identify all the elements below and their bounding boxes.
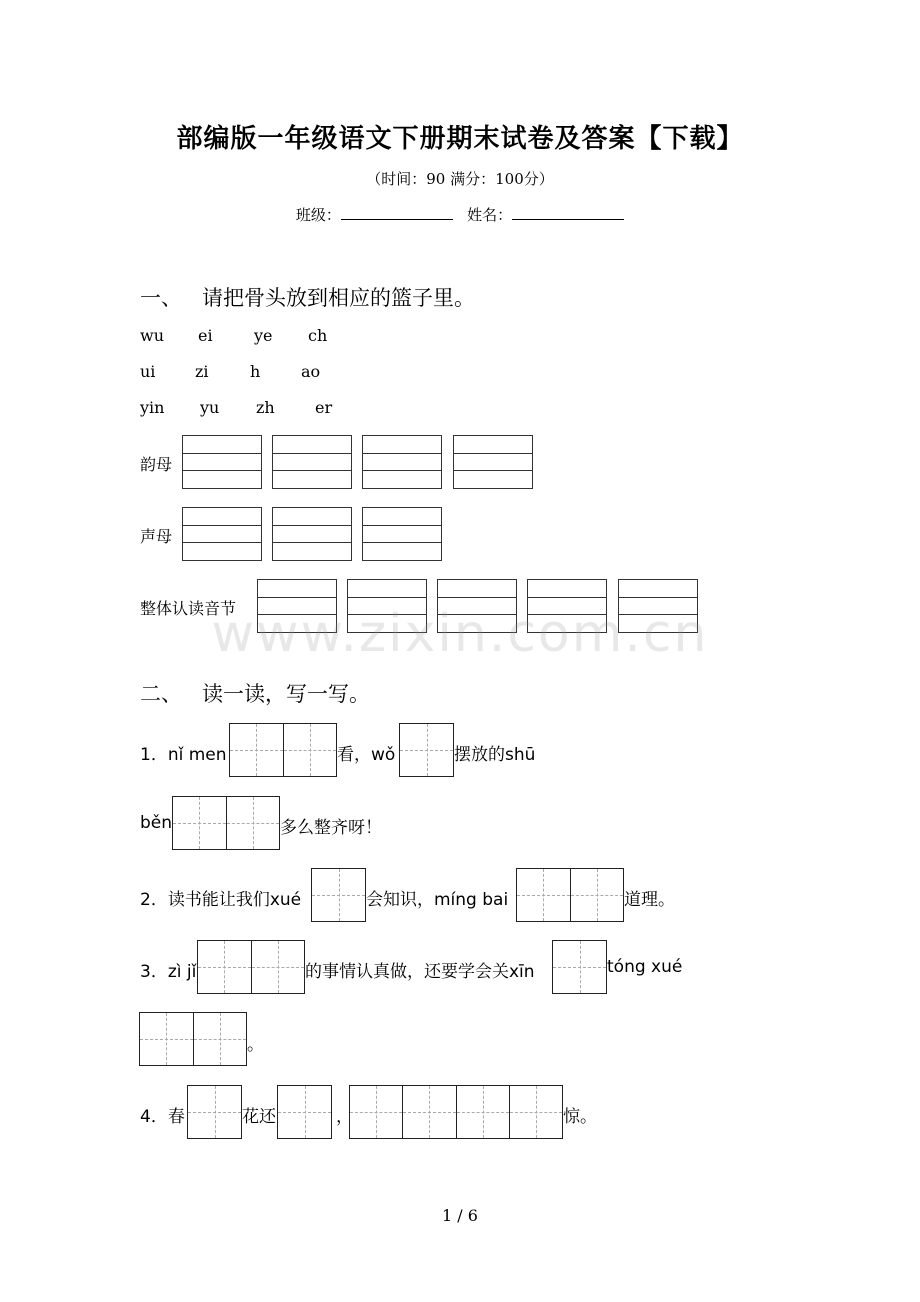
section-1-heading — [140, 282, 475, 312]
pinyin-item: ei — [198, 326, 213, 345]
pinyin-item: ao — [301, 362, 321, 381]
q3-text: 的事情认真做，还要学会关xīn — [305, 962, 535, 982]
writing-grid[interactable] — [139, 1012, 247, 1066]
basket[interactable] — [182, 507, 262, 561]
pinyin-item: wu — [140, 326, 164, 345]
writing-grid[interactable] — [349, 1085, 563, 1139]
writing-grid[interactable] — [229, 723, 337, 777]
basket-label: 声母 — [140, 527, 173, 546]
q1-text: běn — [140, 813, 173, 833]
basket-label: 韵母 — [140, 455, 173, 474]
q4-text: 惊。 — [563, 1107, 597, 1127]
writing-grid[interactable] — [516, 868, 624, 922]
name-label: 姓名： — [467, 206, 513, 224]
section-title: 读一读，写一写。 — [202, 682, 370, 706]
pinyin-item: h — [250, 362, 261, 381]
watermark: www.zixin.com.cn — [211, 604, 709, 664]
writing-grid[interactable] — [399, 723, 454, 777]
writing-grid[interactable] — [187, 1085, 242, 1139]
pinyin-item: zh — [256, 398, 275, 417]
pinyin-item: ui — [140, 362, 156, 381]
basket-label: 整体认读音节 — [140, 599, 237, 618]
writing-grid[interactable] — [552, 940, 607, 994]
pinyin-item: yu — [200, 398, 220, 417]
q2-text: 2．读书能让我们xué — [140, 890, 302, 910]
q1-text: 看，wǒ — [337, 745, 396, 765]
page-title: 部编版一年级语文下册期末试卷及答案【下载】 — [176, 124, 744, 154]
section-number: 一、 — [140, 286, 182, 310]
student-info — [0, 204, 920, 225]
section-title: 请把骨头放到相应的篮子里。 — [202, 286, 475, 310]
q2-text: 道理。 — [624, 890, 675, 910]
q4-text: ， — [336, 1107, 353, 1127]
q3-text: 3．zì jǐ — [140, 962, 197, 982]
pinyin-item: ch — [308, 326, 328, 345]
basket[interactable] — [272, 435, 352, 489]
pinyin-item: yin — [140, 398, 165, 417]
basket[interactable] — [182, 435, 262, 489]
q2-text: 会知识，míng bai — [366, 890, 509, 910]
pinyin-item: ye — [254, 326, 273, 345]
q4-text: 花还 — [242, 1107, 276, 1127]
name-blank[interactable] — [512, 205, 624, 220]
writing-grid[interactable] — [311, 868, 366, 922]
q1-text: 摆放的shū — [454, 745, 536, 765]
q1-text: 多么整齐呀！ — [280, 818, 382, 838]
q4-text: 4．春 — [140, 1107, 185, 1127]
section-number: 二、 — [140, 682, 182, 706]
basket[interactable] — [362, 507, 442, 561]
writing-grid[interactable] — [172, 796, 280, 850]
q3-text: tóng xué — [607, 957, 683, 977]
q3-text: 。 — [247, 1035, 264, 1055]
basket[interactable] — [272, 507, 352, 561]
q1-text: 1．nǐ men — [140, 745, 227, 765]
class-label: 班级： — [295, 206, 341, 224]
class-blank[interactable] — [341, 205, 453, 220]
basket[interactable] — [453, 435, 533, 489]
basket[interactable] — [362, 435, 442, 489]
writing-grid[interactable] — [197, 940, 305, 994]
exam-info: （时间：90 满分：100分） — [366, 170, 554, 188]
page-number: 1 / 6 — [442, 1206, 478, 1225]
writing-grid[interactable] — [277, 1085, 332, 1139]
section-2-heading — [140, 678, 370, 708]
pinyin-item: er — [315, 398, 333, 417]
pinyin-item: zi — [195, 362, 209, 381]
